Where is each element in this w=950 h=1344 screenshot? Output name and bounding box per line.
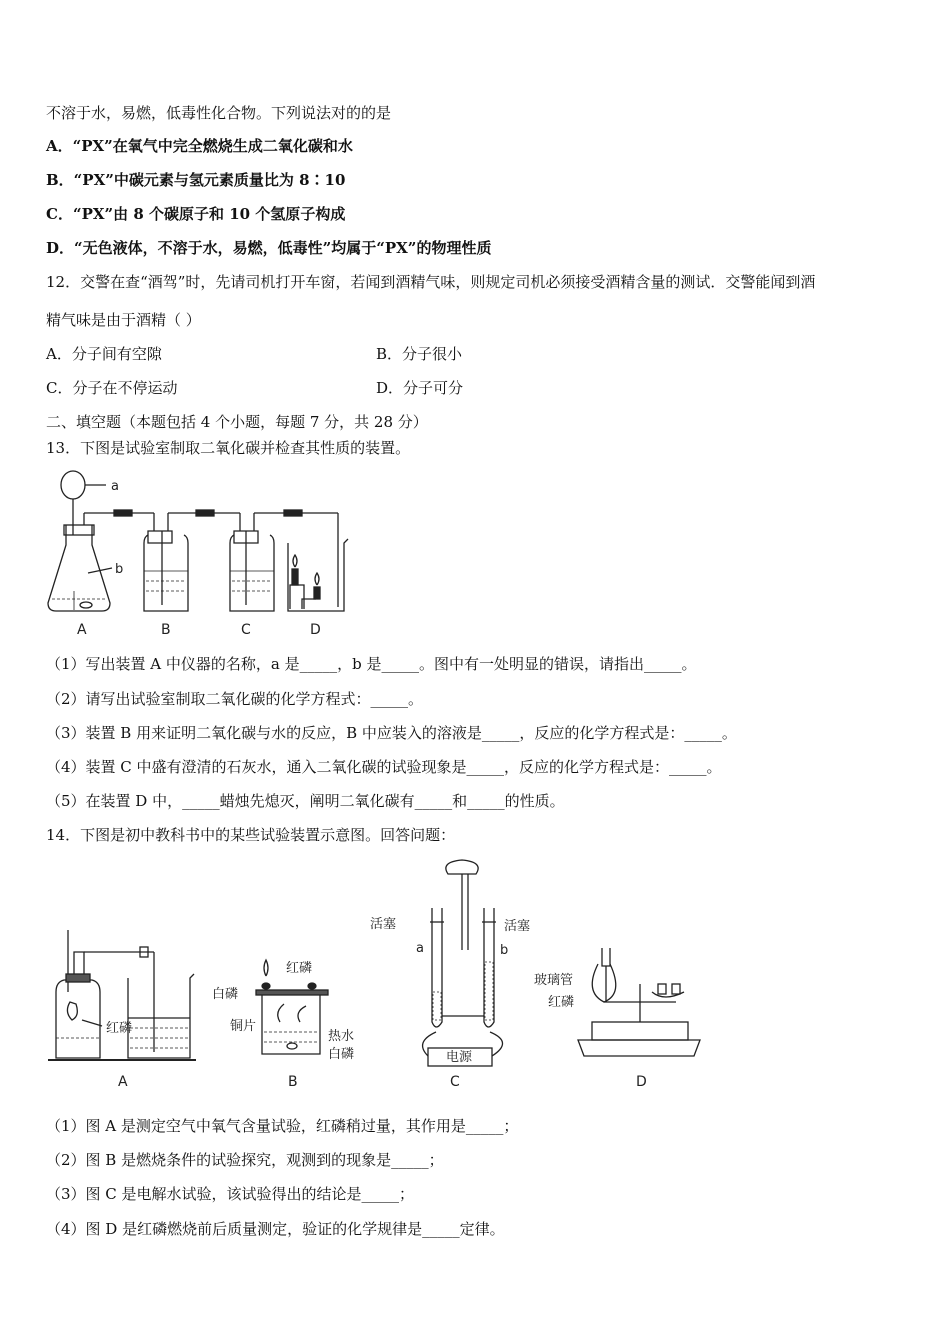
b-red-phosphorus-label: 红磷 bbox=[286, 961, 313, 976]
figure-a-diagram bbox=[48, 930, 196, 1060]
label-C: C bbox=[241, 622, 251, 638]
label-b: b bbox=[115, 562, 124, 577]
beaker-d-diagram bbox=[288, 513, 348, 611]
q11-option-b: B．“PX”中碳元素与氢元素质量比为 8∶10 bbox=[46, 171, 346, 189]
q11-option-c: C．“PX”由 8 个碳原子和 10 个氢原子构成 bbox=[46, 205, 346, 223]
b-white-phosphorus-label: 白磷 bbox=[212, 987, 239, 1002]
figure-c-diagram bbox=[423, 860, 503, 1066]
label-C: C bbox=[450, 1074, 460, 1090]
q13-sub4: （4）装置 C 中盛有澄清的石灰水，通入二氧化碳的试验现象是_____，反应的化学方程式是：_____。 bbox=[46, 758, 722, 776]
b-copper-sheet-label: 铜片 bbox=[230, 1019, 257, 1034]
c-a-label: a bbox=[416, 941, 424, 956]
q14-sub1: （1）图 A 是测定空气中氧气含量试验，红磷稍过量，其作用是_____； bbox=[46, 1117, 519, 1135]
q14-stem: 14．下图是初中教科书中的某些试验装置示意图。回答问题： bbox=[46, 826, 456, 844]
label-A: A bbox=[118, 1074, 128, 1090]
d-glass-tube-label: 玻璃管 bbox=[534, 973, 574, 988]
b-white-phosphorus-2-label: 白磷 bbox=[328, 1047, 355, 1062]
c-stopcock-left-label: 活塞 bbox=[370, 917, 397, 932]
label-a: a bbox=[111, 479, 119, 494]
flask-a-diagram bbox=[48, 471, 154, 611]
q11-option-a: A．“PX”在氧气中完全燃烧生成二氧化碳和水 bbox=[46, 137, 353, 155]
q14-sub3: （3）图 C 是电解水试验，该试验得出的结论是_____； bbox=[46, 1185, 415, 1203]
label-D: D bbox=[310, 622, 321, 638]
q11-stem-continuation: 不溶于水，易燃，低毒性化合物。下列说法对的的是 bbox=[46, 104, 392, 122]
c-power-label: 电源 bbox=[446, 1050, 473, 1065]
q12-option-b: B．分子很小 bbox=[376, 345, 463, 363]
q12-option-a: A．分子间有空隙 bbox=[46, 345, 162, 363]
q12-stem-line2: 精气味是由于酒精（ ） bbox=[46, 311, 201, 329]
q13-sub2: （2）请写出试验室制取二氧化碳的化学方程式：_____。 bbox=[46, 690, 424, 708]
q13-sub3: （3）装置 B 用来证明二氧化碳与水的反应，B 中应装入的溶液是_____，反应的化学方程式是：_____。 bbox=[46, 724, 737, 742]
bottle-c-diagram bbox=[230, 513, 338, 611]
c-stopcock-right-label: 活塞 bbox=[504, 919, 531, 934]
label-A: A bbox=[77, 622, 87, 638]
q14-sub4: （4）图 D 是红磷燃烧前后质量测定，验证的化学规律是_____定律。 bbox=[46, 1220, 505, 1238]
a-red-phosphorus-label: 红磷 bbox=[106, 1021, 133, 1036]
q14-apparatus-figure bbox=[44, 852, 714, 1092]
figure-d-diagram bbox=[578, 948, 700, 1056]
c-b-label: b bbox=[500, 943, 509, 958]
q12-option-c: C．分子在不停运动 bbox=[46, 379, 178, 397]
q12-stem-line1: 12．交警在查“酒驾”时，先请司机打开车窗，若闻到酒精气味，则规定司机必须接受酒精含量的测试．交警能闻到酒 bbox=[46, 273, 816, 291]
d-red-phosphorus-label: 红磷 bbox=[548, 995, 575, 1010]
q11-option-d: D．“无色液体，不溶于水，易燃，低毒性”均属于“PX”的物理性质 bbox=[46, 239, 492, 257]
q13-sub5: （5）在装置 D 中，_____蜡烛先熄灭，阐明二氧化碳有_____和_____的性质。 bbox=[46, 792, 565, 810]
q13-stem: 13．下图是试验室制取二氧化碳并检查其性质的装置。 bbox=[46, 439, 411, 457]
label-B: B bbox=[161, 622, 171, 638]
q13-sub1: （1）写出装置 A 中仪器的名称，a 是_____，b 是_____。图中有一处明显的错误，请指出_____。 bbox=[46, 655, 697, 673]
bottle-b-diagram bbox=[144, 513, 240, 611]
q13-apparatus-figure bbox=[44, 463, 364, 643]
section-heading: 二、填空题（本题包括 4 个小题，每题 7 分，共 28 分） bbox=[46, 413, 428, 431]
q12-option-d: D．分子可分 bbox=[376, 379, 464, 397]
b-hot-water-label: 热水 bbox=[328, 1029, 355, 1044]
label-B: B bbox=[288, 1074, 298, 1090]
label-D: D bbox=[636, 1074, 647, 1090]
q14-sub2: （2）图 B 是燃烧条件的试验探究，观测到的现象是_____； bbox=[46, 1151, 444, 1169]
